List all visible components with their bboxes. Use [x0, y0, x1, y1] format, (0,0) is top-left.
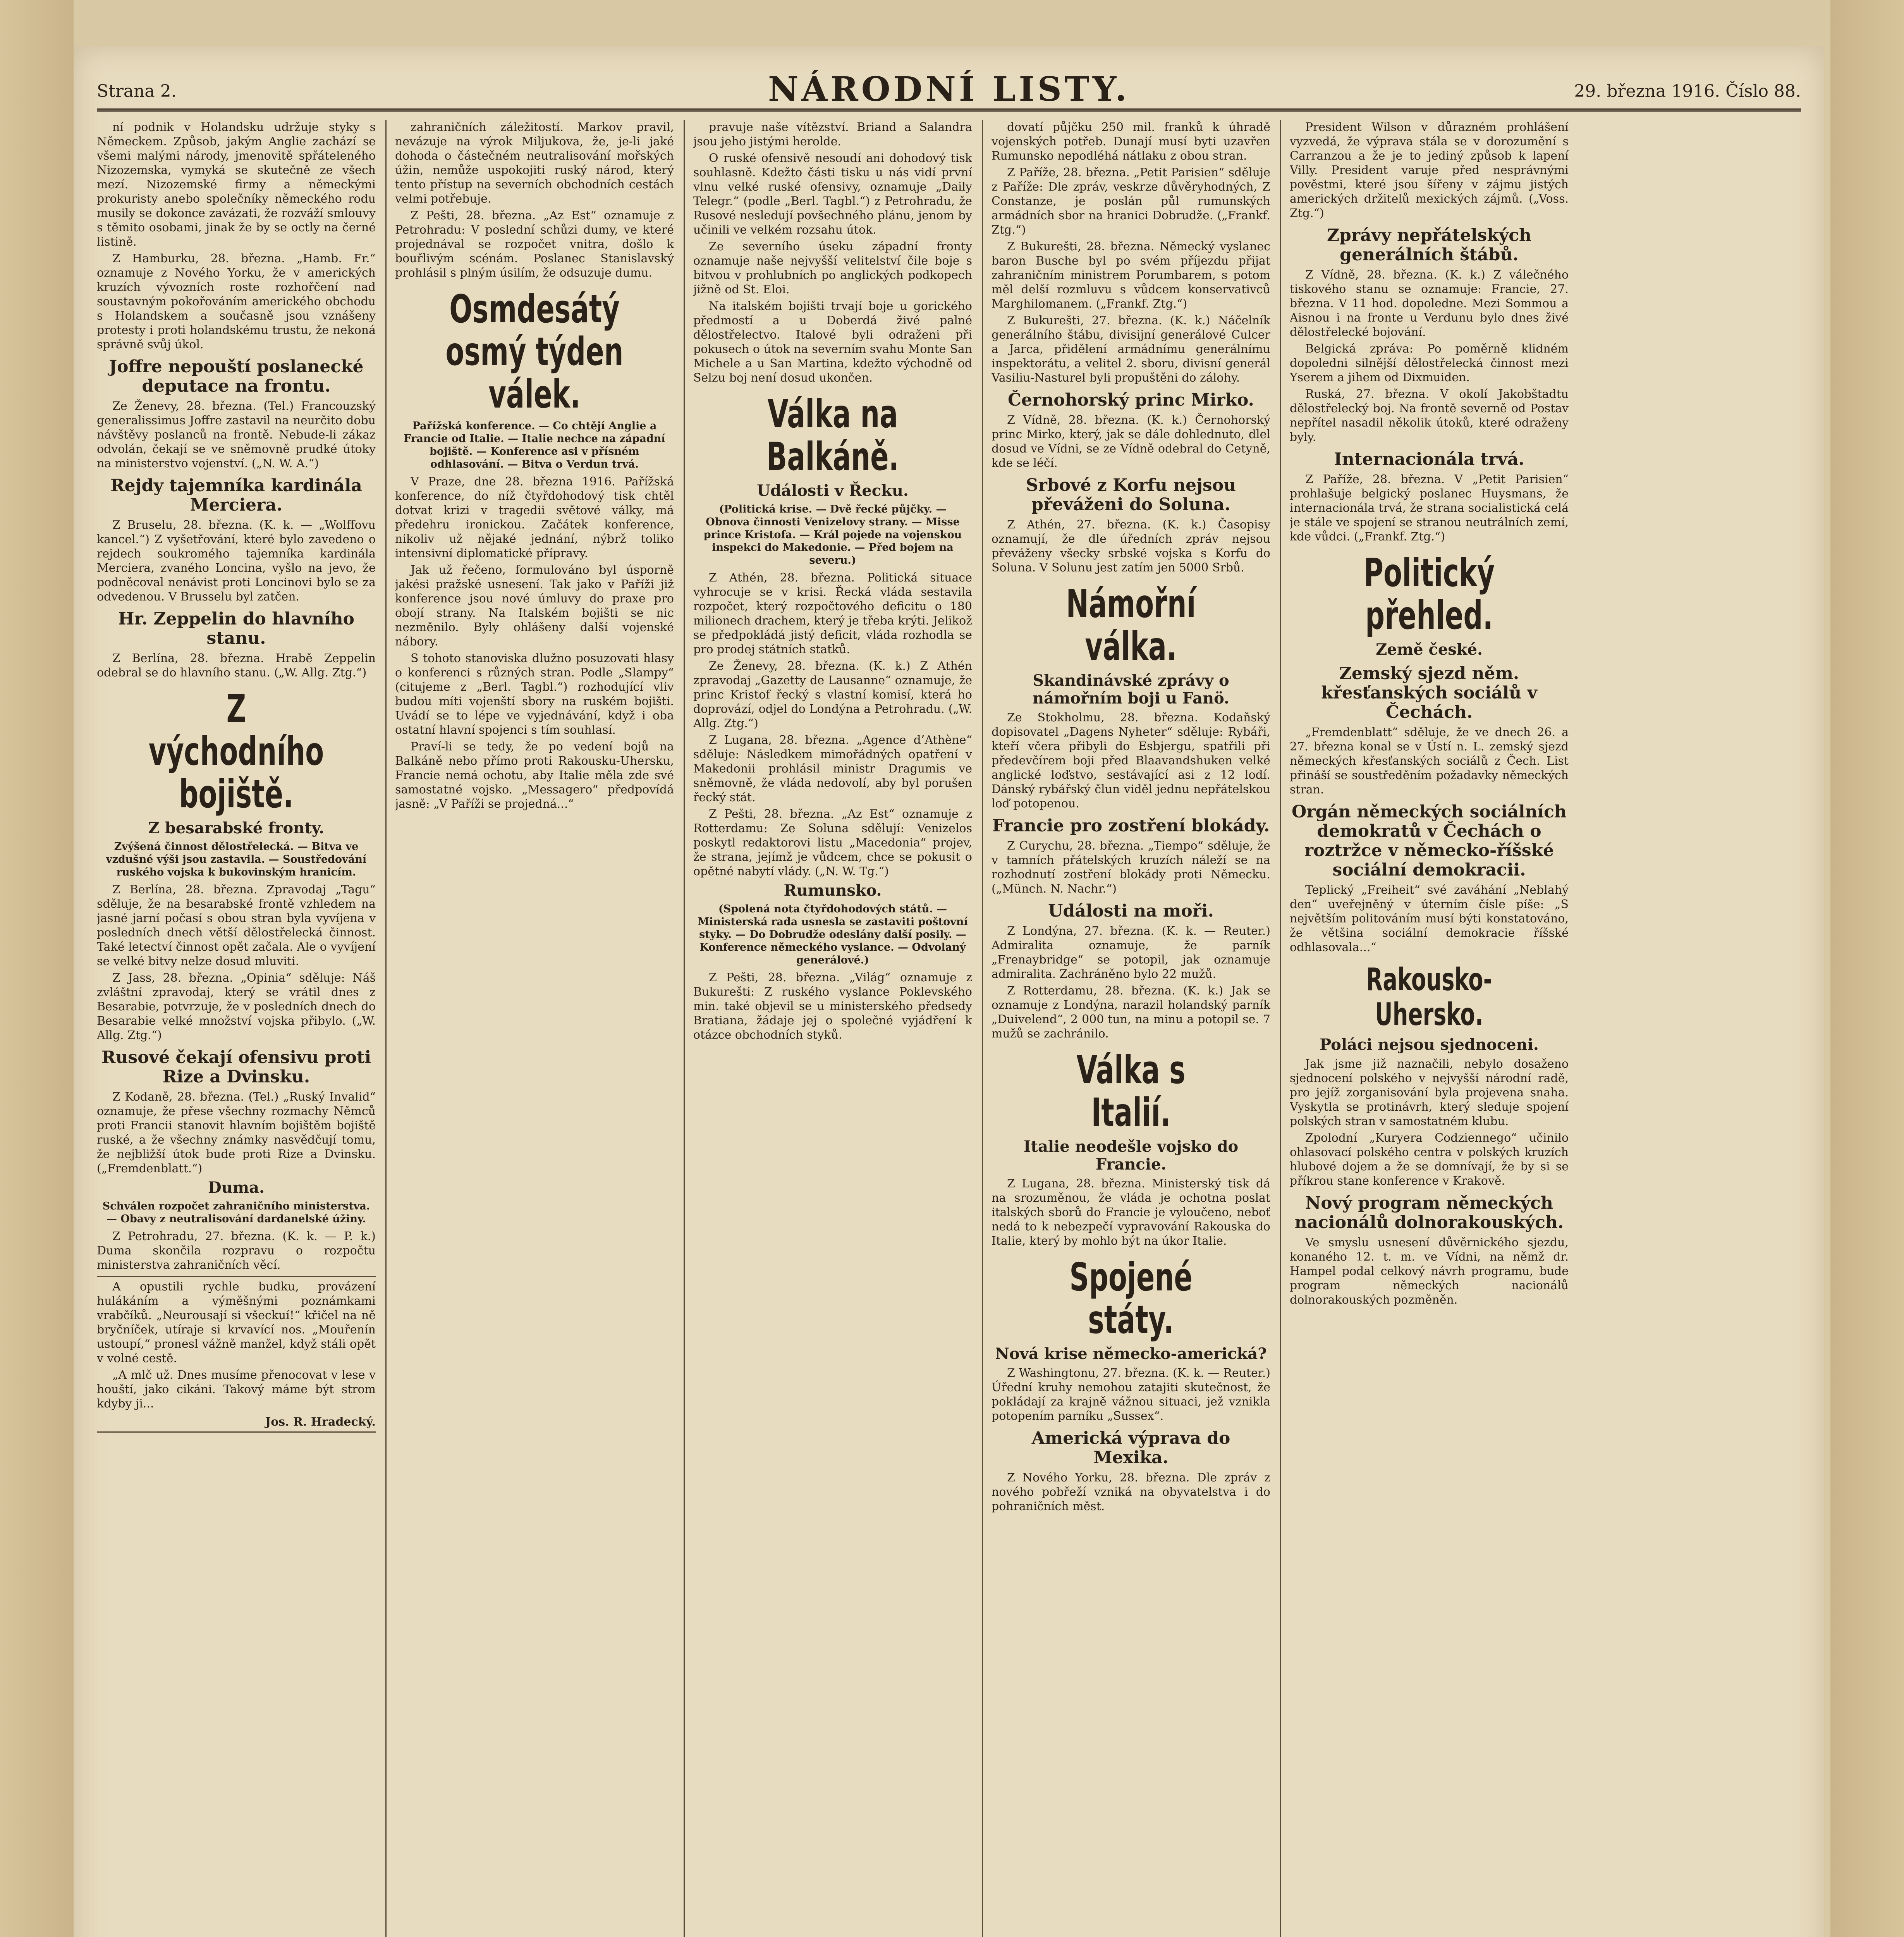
- subheading: Události v Řecku.: [757, 482, 909, 500]
- headline: Rejdy tajemníka kardinála Merciera.: [110, 476, 362, 515]
- article-text: Z Curychu, 28. března. „Tiempo“ sděluje, že v tamních přátelských kruzích náleží se na rozhodnutí zostření blokády proti Německu. („Münch. N. Nachr.“): [992, 839, 1270, 896]
- article-text: Z Lugana, 28. března. „Agence d’Athène“ sděluje: Následkem mimořádných opatření v Makedonii prohlásil ministr Dragumis ve sněmovně, že vláda nedovolí, aby byl porušen řecký stát.: [693, 733, 972, 804]
- article-text: Z Pešti, 28. března. „Az Est“ oznamuje z Rotterdamu: Ze Soluna sdělují: Venizelos poskytl redaktorovi listu „Macedonia“ projev, že strana, jejímž je vůdcem, chce se pokusit o opětné nabytí vlády. („N. W. Tg.“): [693, 807, 972, 878]
- subheading: Nová krise německo-americká?: [995, 1345, 1267, 1363]
- deck: (Politická krise. — Dvě řecké půjčky. — Obnova činnosti Venizelovy strany. — Misse prince Kristofa. — Král pojede na vojenskou inspekci do Makedonie. — Před bojem na severu.): [703, 503, 962, 566]
- headline: Zprávy nepřátelských generálních štábů.: [1327, 225, 1532, 265]
- article-text: ní podnik v Holandsku udržuje styky s Německem. Způsob, jakým Anglie zachází se všemi malými národy, jmenovitě spřáteleného Nizozemska, vymyká se skutečně ze všech mezí. Nizozemské firmy a německými prokuristy anebo společníky německého rodu musily se dokonce zavázati, že rozváží smlouvy s těmito osobami, jinak že by se octly na černé listině.: [97, 120, 376, 249]
- article-text: Z Bruselu, 28. března. (K. k. — „Wolffovu kancel.“) Z vyšetřování, které bylo zavedeno o rejdech soukromého tajemníka kardinála Merciera, zvaného Loncina, vyšlo na jevo, že podněcoval nenávist proti Loncinovi bylo se za odvedenou. V Brusselu byl zatčen.: [97, 518, 376, 604]
- section-heading: Z východního bojiště.: [148, 686, 324, 817]
- article-text: Z Hamburku, 28. března. „Hamb. Fr.“ oznamuje z Nového Yorku, že v amerických kruzích vývozních roste rozhořčení nad soustavným pokořováním amerického obchodu s Holandskem a současně jsou vznášeny protesty i proti holandskému trustu, že nekoná správně svůj úkol.: [97, 252, 376, 351]
- article-text: „Fremdenblatt“ sděluje, že ve dnech 26. a 27. března konal se v Ústí n. L. zemský sjezd německých křesťanských sociálů z Čech. List přináší se soustředěním požadavky německých stran.: [1290, 726, 1569, 796]
- subheading: Země české.: [1376, 640, 1483, 659]
- article-text: Belgická zpráva: Po poměrně klidném dopoledni silnější dělostřelecká činnost mezi Yserem a jihem od Dixmuiden.: [1290, 342, 1569, 384]
- headline: Hr. Zeppelin do hlavního stanu.: [118, 609, 354, 648]
- article-text: President Wilson v důrazném prohlášení vyzvedá, že výprava stála se v dorozumění s Carranzou a že je to jediný způsob k lapení Villy. President varuje před nesprávnými pověstmi, které jsou šířeny v zájmu jistých amerických držitelů mexických zájmů. („Voss. Ztg.“): [1290, 120, 1569, 220]
- column-rule: [385, 120, 387, 1937]
- feuilleton-text: „A mlč už. Dnes musíme přenocovat v lese v houští, jako cikáni. Takový máme být strom kdyby ji...: [97, 1368, 376, 1411]
- article-text: Z Rotterdamu, 28. března. (K. k.) Jak se oznamuje z Londýna, narazil holandský parník „Duivelend“, 2 000 tun, na minu a potopil se. 7 mužů se zachránilo.: [992, 984, 1270, 1041]
- column-1: [97, 120, 376, 1937]
- article-text: Z Petrohradu, 27. března. (K. k. — P. k.) Duma skončila rozpravu o rozpočtu ministerstva zahraničních věcí.: [97, 1230, 376, 1272]
- article-text: Teplický „Freiheit“ své zaváhání „Neblahý den“ uveřejněný v úterním čísle píše: „S největším politováním musí býti konstatováno, že většina sociální demokracie říšské odhlasovala...“: [1290, 883, 1569, 954]
- article-text: Ze Ženevy, 28. března. (Tel.) Francouzský generalissimus Joffre zastavil na neurčito dobu návštěvy poslanců na frontě. Nebude-li zákaz odvolán, čekají se ve sněmovně prudké útoky na ministerstvo vojenství. („N. W. A.“): [97, 399, 376, 470]
- article-text: Jak jsme již naznačili, nebylo dosaženo sjednocení polského v nejvyšší národní radě, pro jejíž zorganisování byla projevena snaha. Vyskytla se protinávrh, který sleduje spojení polských stran v samostatném klubu.: [1290, 1057, 1569, 1128]
- issue-date: 29. března 1916. Číslo 88.: [1574, 81, 1801, 101]
- article-text: Z Nového Yorku, 28. března. Dle zpráv z nového pobřeží vzniká na obyvatelstva i do pohraničních měst.: [992, 1471, 1270, 1513]
- headline: Zemský sjezd něm. křesťanských sociálů v Čechách.: [1321, 664, 1537, 722]
- article-text: Z Pešti, 28. března. „Világ“ oznamuje z Bukurešti: Z ruského vyslance Poklevského min. také objevil se u ministerského předsedy Bratiana, žádaje jej o společné vyjádření k otázce obchodních styků.: [693, 971, 972, 1042]
- section-heading: Politický přehled.: [1363, 550, 1495, 638]
- article-text: Z Berlína, 28. března. Hrabě Zeppelin odebral se do hlavního stanu. („W. Allg. Ztg.“): [97, 652, 376, 679]
- column-rule: [684, 120, 685, 1937]
- article-text: O ruské ofensivě nesoudí ani dohodový tisk souhlasně. Kdežto části tisku u nás vidí první vlnu velké ruské ofensivy, oznamuje „Daily Telegr.“ (podle „Berl. Tagbl.“) z Petrohradu, že Rusové nesledují povšechného plánu, jenom by učinili ve velkém rozsahu útok.: [693, 151, 972, 237]
- page-number: Strana 2.: [97, 81, 177, 101]
- headline: Orgán německých sociálních demokratů v Čechách o roztržce v německo-říšské sociální demokracii.: [1292, 802, 1567, 880]
- article-text: Z Paříže, 28. března. V „Petit Parisien“ prohlašuje belgický poslanec Huysmans, že internacionála trvá, že strana socialistická celá je stále ve spojení se stranou neutrálních zemí, kde vůdci. („Frankf. Ztg.“): [1290, 473, 1569, 544]
- article-text: Z Vídně, 28. března. (K. k.) Černohorský princ Mirko, který, jak se dále dohlednuto, dlel dosud ve Vídni, se ze Vídně odebral do Cetyně, kde se léčí.: [992, 413, 1270, 470]
- section-heading: Válka s Italií.: [1076, 1047, 1186, 1135]
- article-text: Praví-li se tedy, že po vedení bojů na Balkáně nebo přímo proti Rakousku-Uhersku, Francie nemá ochotu, aby Italie měla zde své samostatné vojsko. „Messagero“ předpovídá jasně: „V Paříži se projedná...“: [395, 740, 674, 811]
- headline: Události na moři.: [1048, 901, 1214, 921]
- column-5: [1290, 120, 1569, 1937]
- column-rule: [982, 120, 983, 1937]
- article-text: Z Vídně, 28. března. (K. k.) Z válečného tiskového stanu se oznamuje: Francie, 27. března. V 11 hod. dopoledne. Mezi Sommou a Aisnou i na fronte u Verdunu bylo dnes živé dělostřelecké bojování.: [1290, 268, 1569, 339]
- column-2: [395, 120, 674, 1937]
- subheading: Z besarabské fronty.: [148, 819, 325, 837]
- page-header: [97, 62, 1801, 112]
- article-text: Ze Ženevy, 28. března. (K. k.) Z Athén zpravodaj „Gazetty de Lausanne“ oznamuje, že princ Kristof řecký s vlastní komisí, která ho doprovází, odjel do Londýna a Petrohradu. („W. Allg. Ztg.“): [693, 659, 972, 730]
- column-4: [992, 120, 1270, 1937]
- newspaper-page: [74, 46, 1824, 1937]
- article-text: Z Berlína, 28. března. Zpravodaj „Tagu“ sděluje, že na besarabské frontě vzhledem na jasné jarní počasí s obou stran byla vyvíjena v posledních dnech větší dělostřelecká činnost. Také letectví činnost opět začala. Ale o vyvíjení se velké bitvy nelze dosud mluviti.: [97, 883, 376, 968]
- article-text: Ze severního úseku západní fronty oznamuje naše nejvyšší velitelství čile boje s bitvou v prohlubních po anglických podkopech jižně od St. Eloi.: [693, 240, 972, 296]
- headline: Francie pro zostření blokády.: [992, 816, 1270, 836]
- subheading: Italie neodešle vojsko do Francie.: [1023, 1137, 1239, 1173]
- subheading: Skandinávské zprávy o námořním boji u Fanö.: [1033, 671, 1229, 707]
- subheading: Duma.: [208, 1178, 265, 1197]
- deck: Schválen rozpočet zahraničního ministerstva. — Obavy z neutralisování dardanelské úžiny.: [102, 1200, 370, 1225]
- article-text: Z Jass, 28. března. „Opinia“ sděluje: Náš zvláštní zpravodaj, který se vrátil dnes z Besarabie, potvrzuje, že v posledních dnech do Besarabie velké množství vojska přibylo. („W. Allg. Ztg.“): [97, 971, 376, 1042]
- headline: Černohorský princ Mirko.: [1008, 390, 1254, 410]
- deck: Zvýšená činnost dělostřelecká. — Bitva ve vzdušné výši jsou zastavila. — Soustředování ruského vojska k bukovinským hranicím.: [106, 841, 367, 878]
- headline: Nový program německých nacionálů dolnorakouských.: [1294, 1193, 1564, 1232]
- article-text: Ruská, 27. března. V okolí Jakobštadtu dělostřelecký boj. Na frontě severně od Postav nepřítel nasadil několik útoků, které odraženy byly.: [1290, 387, 1569, 444]
- feuilleton-text: A opustili rychle budku, provázení hulákáním a výměšnými poznámkami vrabčíků. „Neurousají si všeckuí!“ křičel na ně bryčníček, utíraje si krvavící nos. „Mouřenín ustoupí,“ pronesl vážně manžel, když stáli opět v volné cestě.: [97, 1280, 376, 1365]
- article-text: Z Pešti, 28. března. „Az Est“ oznamuje z Petrohradu: V poslední schůzi dumy, ve které projednával se rozpočet vnitra, došlo k bouřlivým scénám. Poslanec Stanislavský prohlásil s plným úsilím, že odsuzuje dumu.: [395, 209, 674, 280]
- article-text: Na italském bojišti trvají boje u gorického předmostí a u Doberdá živé palné dělostřelectvo. Italové byli odraženi při pokusech o útok na severním svahu Monte San Michele a u San Martina, kdežto východně od Selzu boj není dosud ukončen.: [693, 299, 972, 385]
- masthead-title: NÁRODNÍ LISTY.: [768, 70, 1130, 109]
- article-text: Z Athén, 28. března. Politická situace vyhrocuje se v krisi. Řecká vláda sestavila rozpočet, který rozpočtového deficitu o 180 milionech drachem, který je třeba krýti. Jelikož se předpokládá jistý deficit, vláda rozhodla se pro prodej státních statků.: [693, 571, 972, 656]
- article-text: Z Athén, 27. března. (K. k.) Časopisy oznamují, že dle úředních zpráv nejsou převáženy všecky srbské vojska s Korfu do Soluna. V Solunu jest zatím jen 5000 Srbů.: [992, 518, 1270, 575]
- article-text: Z Washingtonu, 27. března. (K. k. — Reuter.) Úřední kruhy nemohou zatajiti skutečnost, že pokládají za krajně vážnou situaci, jež vznikla potopením parníku „Sussex“.: [992, 1366, 1270, 1423]
- article-text: Z Londýna, 27. března. (K. k. — Reuter.) Admiralita oznamuje, že parník „Frenaybridge“ se potopil, jak oznamuje admiralita. Zachráněno bylo 22 mužů.: [992, 924, 1270, 981]
- article-text: Ze Stokholmu, 28. března. Kodaňský dopisovatel „Dagens Nyheter“ sděluje: Rybáři, kteří včera přibyli do Esbjergu, spatřili při předevčírem boji před Blaavandshuken velké anglické loďstvo, sestávající asi z 12 lodí. Dánský rybářský člun viděl jednu nepřátelskou loď potopenou.: [992, 711, 1270, 810]
- article-text: Ve smyslu usnesení důvěrnického sjezdu, konaného 12. t. m. ve Vídni, na němž dr. Hampel podal celkový návrh programu, bude program německých nacionálů dolnorakouských pozměněn.: [1290, 1236, 1569, 1307]
- deck: Pařížská konference. — Co chtějí Anglie a Francie od Italie. — Italie nechce na západní bojiště. — Konference asi v přísném odhlasování. — Bitva o Verdun trvá.: [404, 420, 665, 470]
- article-text: Z Paříže, 28. března. „Petit Parisien“ sděluje z Paříže: Dle zpráv, veskrze důvěryhodných, Z Constanze, je poslán půl rumunských armádních sbor na hranici Dobrudže. („Frankf. Ztg.“): [992, 166, 1270, 237]
- section-heading: Námořní válka.: [1066, 581, 1196, 669]
- headline: Internacionála trvá.: [1334, 449, 1524, 469]
- section-heading: Osmdesátý osmý týden válek.: [445, 286, 624, 417]
- section-heading: Rakousko-Uhersko.: [1366, 962, 1492, 1032]
- article-text: Jak už řečeno, formulováno byl úsporně jakési pražské usnesení. Tak jako v Paříži již konference jsou nové úmluvy do praxe pro obojí strany. Na Italském bojišti se nic nezměnilo. Byly ohlášeny další vojenské nábory.: [395, 563, 674, 649]
- subheading: Rumunsko.: [784, 881, 882, 900]
- page-edge-left: [0, 0, 74, 1937]
- headline: Srbové z Korfu nejsou převáženi do Soluna.: [1026, 475, 1236, 514]
- article-text: V Praze, dne 28. března 1916. Pařížská konference, do níž čtyřdohodový tisk chtěl dotvat krizi v tragedii světové války, má předehru ironickou. Začátek konference, nikoliv už nějaké jednání, nýbrž toliko intensivní diplomatické přípravy.: [395, 475, 674, 560]
- headline: Americká výprava do Mexika.: [1031, 1428, 1230, 1467]
- column-rule: [1280, 120, 1281, 1937]
- article-text: dovatí půjčku 250 mil. franků k úhradě vojenských potřeb. Dunají musí byti uzavřen Rumunsko nepodléhá nátlaku z obou stran.: [992, 120, 1270, 163]
- author-signature: Jos. R. Hradecký.: [265, 1415, 376, 1429]
- columns: [97, 120, 1801, 1937]
- subheading: Poláci nejsou sjednoceni.: [1320, 1036, 1539, 1054]
- section-heading: Spojené státy.: [1069, 1254, 1193, 1342]
- article-text: Zpolodní „Kuryera Codziennego“ učinilo ohlasovací polského centra v polských kruzích hlubové dojem a že se domnívají, že by si se příkrou stane konference v Krakově.: [1290, 1131, 1569, 1188]
- article-text: S tohoto stanoviska dlužno posuzovati hlasy o konferenci s různých stran. Podle „Slampy“ (citujeme z „Berl. Tagbl.“) rozhodující vliv budou míti vojenští sbory na ruském bojišti. Uvádí se to lépe ve vyjednávání, když i oba ostatní hlavní spojenci s tím souhlasí.: [395, 652, 674, 737]
- column-3: [693, 120, 972, 1937]
- feuilleton: [97, 1276, 376, 1433]
- headline: Joffre nepouští poslanecké deputace na frontu.: [109, 357, 364, 396]
- article-text: zahraničních záležitostí. Markov pravil, nevázuje na výrok Miljukova, že, je-li jaké dohoda o částečném neutralisování mořských úžin, nemůže uspokojiti ruský národ, který tento přístup na severních obchodních cestách velmi potřebuje.: [395, 120, 674, 206]
- article-text: Z Kodaně, 28. března. (Tel.) „Ruský Invalid“ oznamuje, že přese všechny rozmachy Němců proti Francii stanovit hlavním bojištěm bojiště ruské, a že všechny známky nasvědčují tomu, že nejbližší útok bude proti Rize a Dvinsku. („Fremdenblatt.“): [97, 1090, 376, 1175]
- section-heading: Válka na Balkáně.: [766, 391, 899, 479]
- deck: (Spolená nota čtyřdohodových států. — Ministerská rada usnesla se zastaviti poštovní styky. — Do Dobrudže odeslány další posily. — Konference německého vyslance. — Odvolaný generálové.): [698, 903, 968, 966]
- article-text: Z Bukurešti, 27. března. (K. k.) Náčelník generálního štábu, divisijní generálové Culcer a Jarca, přidělení armádnímu generálnímu inspektorátu, a velitel 2. sboru, divisní generál Vasiliu-Nasturel byli propuštěni do zálohy.: [992, 314, 1270, 385]
- page-edge-right: [1830, 0, 1904, 1937]
- article-text: pravuje naše vítězství. Briand a Salandra jsou jeho jistými herolde.: [693, 120, 972, 148]
- article-text: Z Lugana, 28. března. Ministerský tisk dá na srozuměnou, že vláda je ochotna poslat italských sborů do Francie je vyloučeno, neboť nedá to k nebezpečí vypravování Rakouska do Italie, který by mohlo být na úkor Italie.: [992, 1177, 1270, 1248]
- headline: Rusové čekají ofensivu proti Rize a Dvinsku.: [101, 1048, 371, 1087]
- article-text: Z Bukurešti, 28. března. Německý vyslanec baron Busche byl po svém příjezdu přijat zahraničním ministrem Porumbarem, s potom měl delší rozmluvu s vůdcem konservativců Marghilomanem. („Frankf. Ztg.“): [992, 240, 1270, 311]
